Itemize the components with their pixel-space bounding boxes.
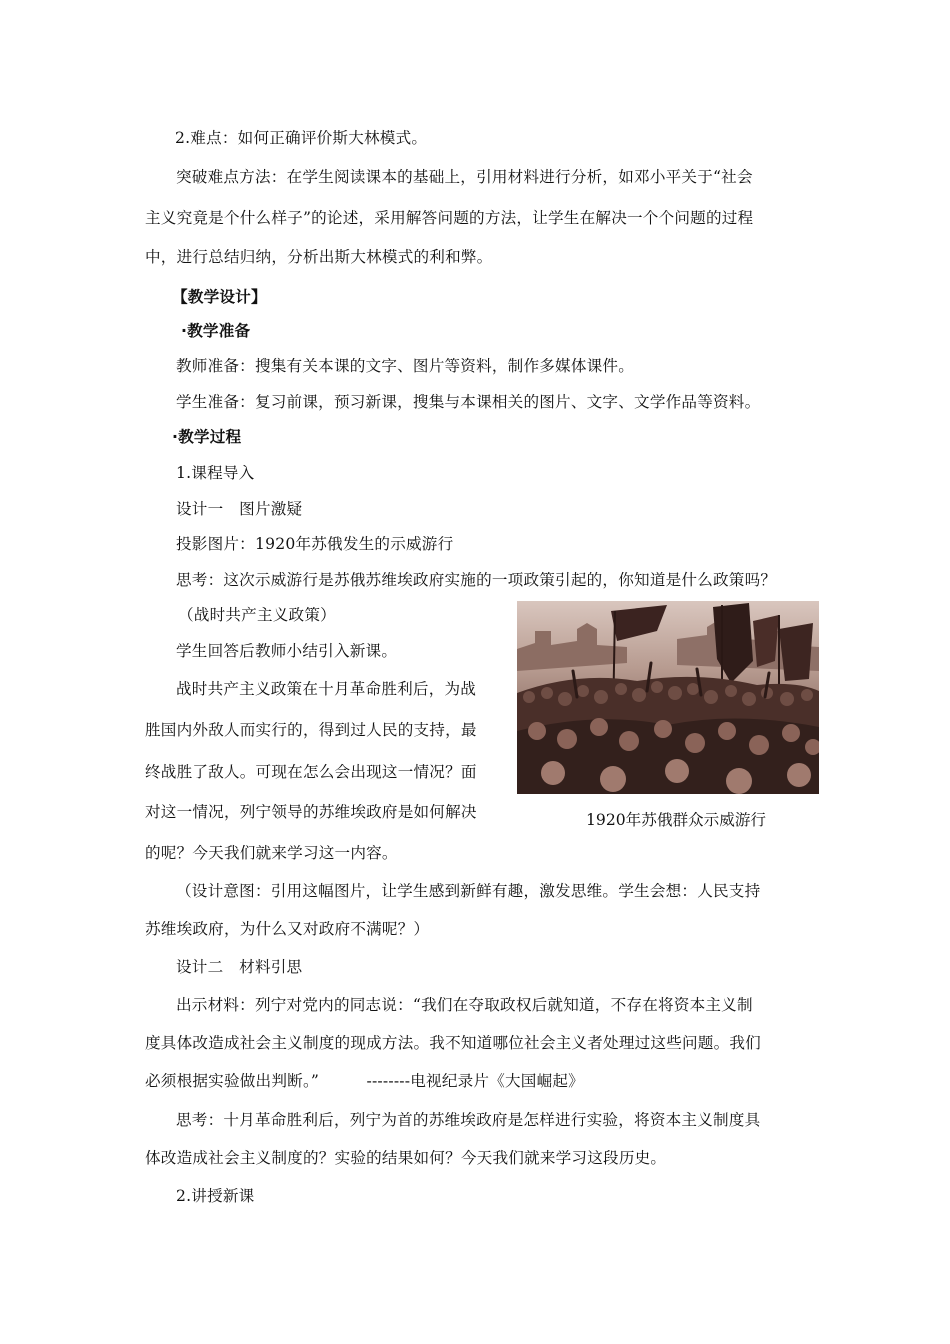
lecture-new-lesson: 2.讲授新课 bbox=[176, 1187, 255, 1205]
course-introduction: 1.课程导入 bbox=[176, 464, 255, 482]
demonstration-photo-illustration bbox=[517, 601, 819, 794]
difficulty-heading: 2.难点：如何正确评价斯大林模式。 bbox=[175, 129, 428, 147]
teacher-summary-line: 学生回答后教师小结引入新课。 bbox=[176, 642, 398, 660]
subheading-teaching-preparation: ·教学准备 bbox=[181, 322, 251, 340]
design-two-title: 设计二 材料引思 bbox=[176, 958, 303, 976]
student-preparation: 学生准备：复习前课，预习新课，搜集与本课相关的图片、文字、文学作品等资料。 bbox=[176, 393, 761, 411]
paragraph-line-1: 战时共产主义政策在十月革命胜利后，为战 bbox=[176, 680, 477, 698]
think-question-line: 思考：这次示威游行是苏俄苏维埃政府实施的一项政策引起的，你知道是什么政策吗？ bbox=[176, 571, 777, 589]
difficulty-method-line-3: 中，进行总结归纳，分析出斯大林模式的利和弊。 bbox=[145, 248, 493, 266]
design-intent-line-1: （设计意图：引用这幅图片，让学生感到新鲜有趣，激发思维。学生会想：人民支持 bbox=[176, 882, 761, 900]
material-quote-line-3: 必须根据实验做出判断。” --------电视纪录片《大国崛起》 bbox=[145, 1072, 584, 1090]
figure-caption: 1920年苏俄群众示威游行 bbox=[586, 811, 767, 829]
projection-image-line: 投影图片：1920年苏俄发生的示威游行 bbox=[176, 535, 454, 553]
section-heading-teaching-design: 【教学设计】 bbox=[172, 288, 267, 306]
demonstration-photo bbox=[517, 601, 819, 794]
paragraph-line-3: 终战胜了敌人。可现在怎么会出现这一情况？面 bbox=[145, 763, 477, 781]
teacher-preparation: 教师准备：搜集有关本课的文字、图片等资料，制作多媒体课件。 bbox=[176, 357, 635, 375]
material-quote-line-1: 出示材料：列宁对党内的同志说：“我们在夺取政权后就知道，不存在将资本主义制 bbox=[176, 996, 753, 1014]
difficulty-method-line-2: 主义究竟是个什么样子”的论述，采用解答问题的方法，让学生在解决一个个问题的过程 bbox=[145, 209, 754, 227]
paragraph-line-5: 的呢？今天我们就来学习这一内容。 bbox=[145, 844, 398, 862]
design-one-title: 设计一 图片激疑 bbox=[176, 500, 303, 518]
paragraph-line-4: 对这一情况，列宁领导的苏维埃政府是如何解决 bbox=[145, 803, 477, 821]
answer-war-communism: （战时共产主义政策） bbox=[178, 606, 336, 624]
think-question-two-line-1: 思考：十月革命胜利后，列宁为首的苏维埃政府是怎样进行实验，将资本主义制度具 bbox=[176, 1111, 761, 1129]
think-question-two-line-2: 体改造成社会主义制度的？实验的结果如何？今天我们就来学习这段历史。 bbox=[145, 1149, 667, 1167]
difficulty-method-line-1: 突破难点方法：在学生阅读课本的基础上，引用材料进行分析，如邓小平关于“社会 bbox=[176, 168, 753, 186]
design-intent-line-2: 苏维埃政府，为什么又对政府不满呢？） bbox=[145, 920, 430, 938]
paragraph-line-2: 胜国内外敌人而实行的，得到过人民的支持，最 bbox=[145, 721, 477, 739]
material-quote-line-2: 度具体改造成社会主义制度的现成方法。我不知道哪位社会主义者处理过这些问题。我们 bbox=[145, 1034, 761, 1052]
subheading-teaching-process: ·教学过程 bbox=[172, 428, 242, 446]
